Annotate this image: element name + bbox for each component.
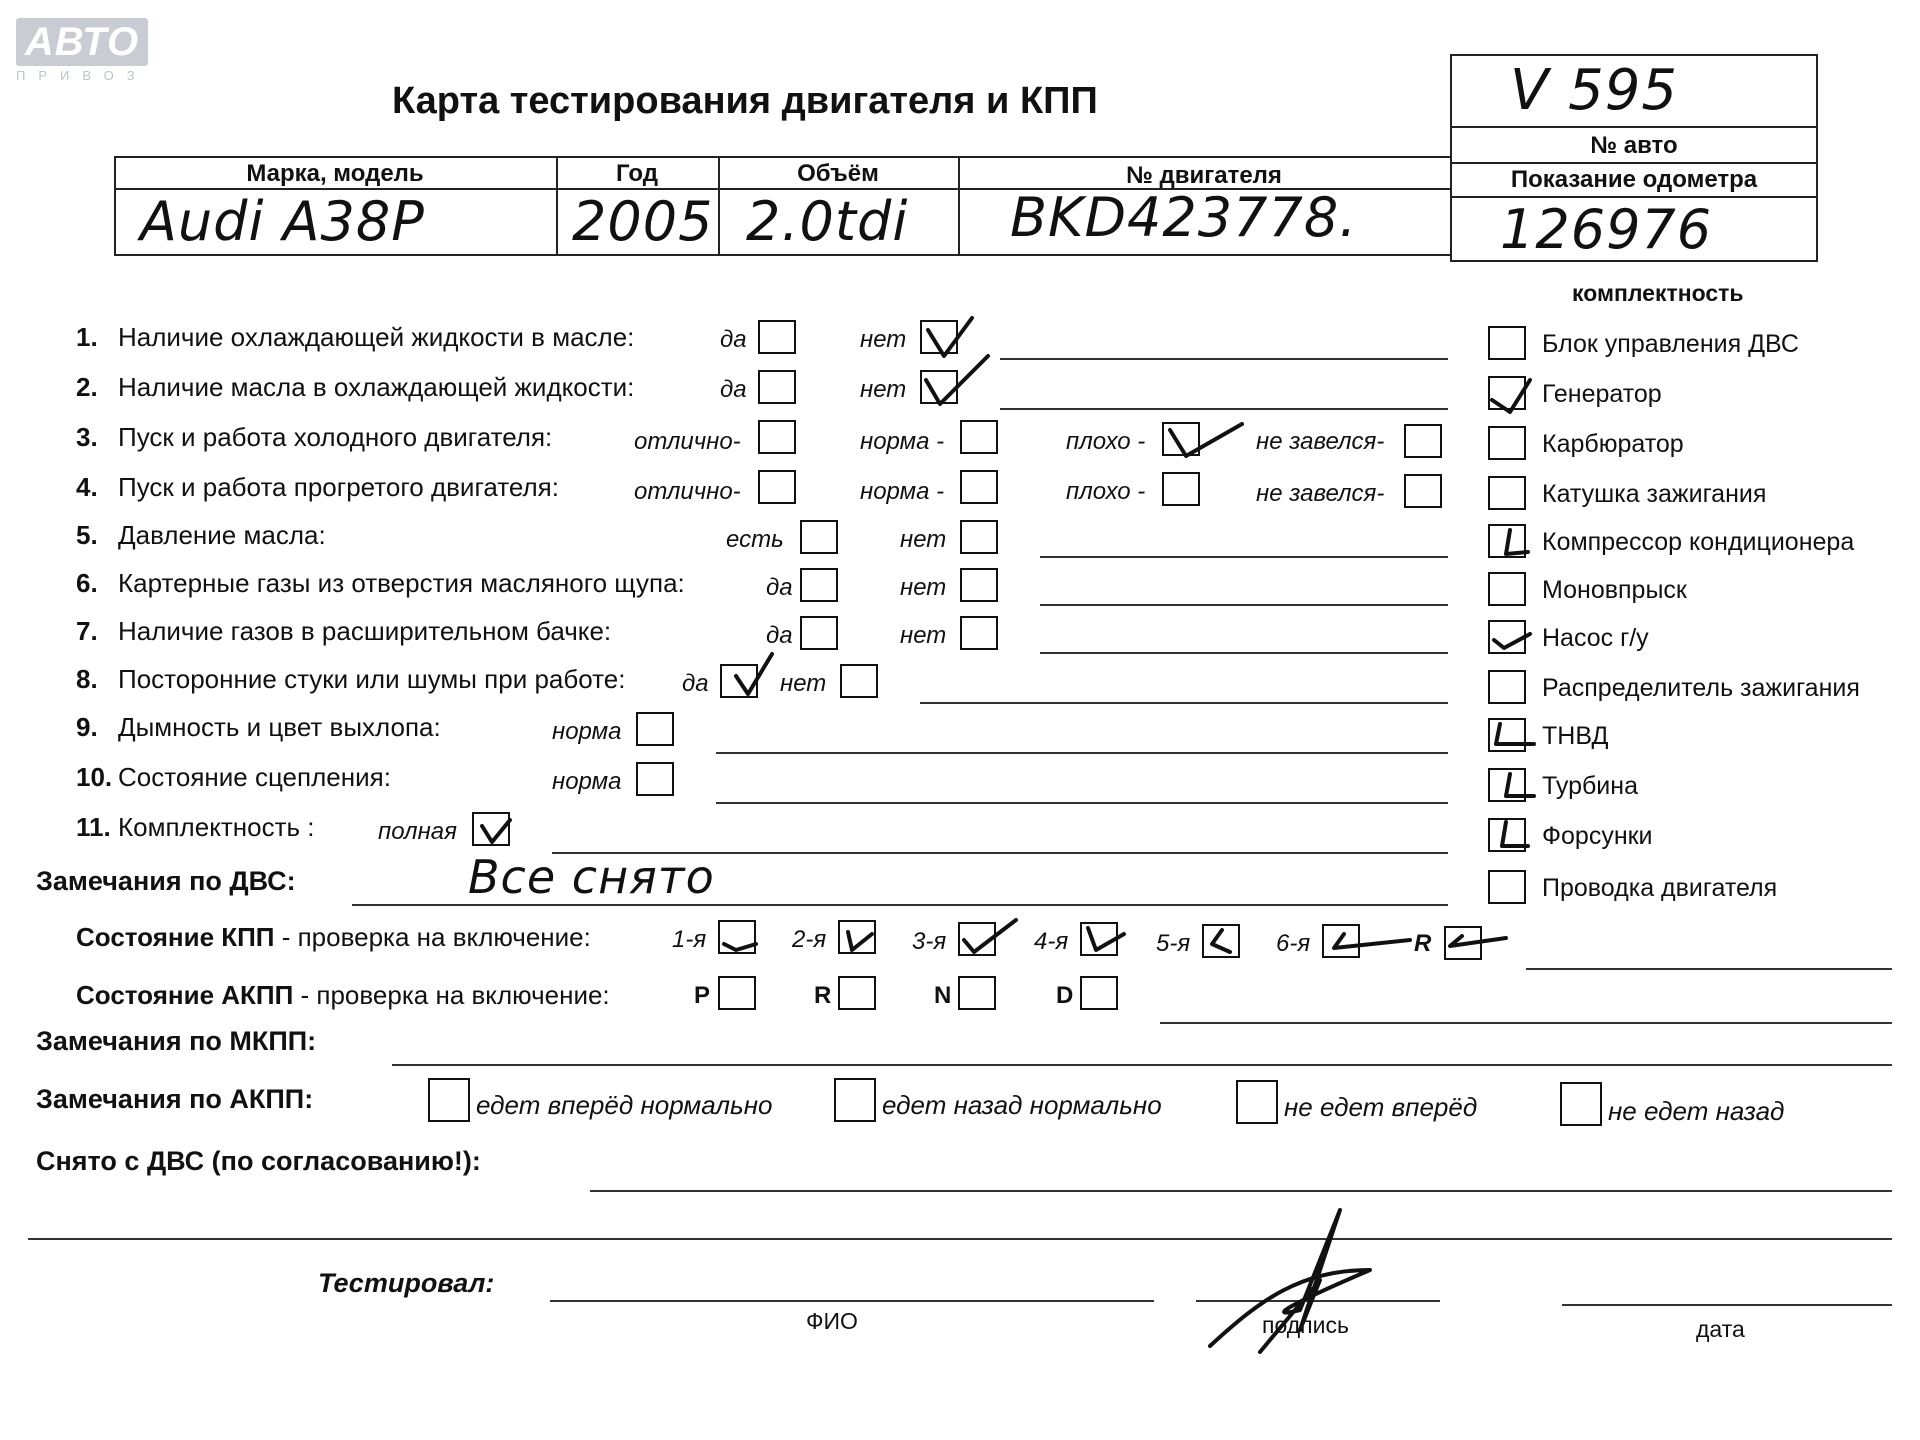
question-number: 8. xyxy=(76,664,98,694)
checkmark-icon xyxy=(1492,380,1530,412)
question-number: 9. xyxy=(76,712,98,742)
akpp-option: не едет вперёд xyxy=(1284,1092,1478,1122)
question-number: 4. xyxy=(76,472,98,502)
akpp-label-rest: - проверка на включение: xyxy=(293,980,610,1010)
option-bad: плохо - xyxy=(1066,478,1146,505)
year-label: Год xyxy=(616,160,658,187)
gear-label: 5-я xyxy=(1156,930,1191,957)
checkmark-icon xyxy=(1506,774,1534,796)
question-text: Картерные газы из отверстия масляного щупа: xyxy=(118,568,685,598)
remarks-engine-value: Все снято xyxy=(468,850,715,904)
question-number: 5. xyxy=(76,520,98,550)
option-normal: норма xyxy=(552,718,622,745)
gear-label: R xyxy=(1414,930,1432,957)
engine-number-value: BKD423778. xyxy=(1010,186,1358,249)
question-text: Комплектность : xyxy=(118,812,315,842)
option-not-started: не завелся- xyxy=(1256,428,1385,455)
question-text: Наличие охлаждающей жидкости в масле: xyxy=(118,322,635,352)
checkmark-icon xyxy=(926,356,988,404)
question-text: Состояние сцепления: xyxy=(118,762,391,792)
option-normal: норма xyxy=(552,768,622,795)
checkmark-icon xyxy=(848,932,872,950)
option-yes: да xyxy=(682,670,709,697)
kpp-label-bold: Состояние КПП xyxy=(76,922,275,952)
kit-item-label: Форсунки xyxy=(1542,822,1653,850)
gear-label: R xyxy=(814,982,832,1009)
kit-item-label: Распределитель зажигания xyxy=(1542,674,1860,702)
checkmark-icon xyxy=(1088,928,1124,950)
signature-icon xyxy=(1210,1210,1370,1352)
checkmark-icon xyxy=(724,944,756,950)
option-no: нет xyxy=(900,526,947,553)
question-text: Давление масла: xyxy=(118,520,326,550)
question-number: 10. xyxy=(76,762,113,792)
auto-number-value: V 595 xyxy=(1510,58,1678,123)
kit-item-label: Катушка зажигания xyxy=(1542,480,1767,508)
option-bad: плохо - xyxy=(1066,428,1146,455)
option-complete: полная xyxy=(378,818,457,845)
brand-value: Audi A38P xyxy=(140,190,425,253)
checkmark-icon xyxy=(1334,934,1410,948)
question-text: Посторонние стуки или шумы при работе: xyxy=(118,664,626,694)
checkmark-icon xyxy=(1506,530,1528,554)
gear-label: P xyxy=(694,982,711,1009)
gear-label: 1-я xyxy=(672,926,707,953)
kpp-label-rest: - проверка на включение: xyxy=(274,922,591,952)
option-normal: норма - xyxy=(860,428,945,455)
checkmark-icon xyxy=(1170,424,1242,456)
option-excellent: отлично- xyxy=(634,478,741,505)
checkmark-icon xyxy=(964,920,1016,952)
logo-subtitle: ПРИВОЗ xyxy=(16,68,148,83)
checkmark-icon xyxy=(736,654,772,694)
kit-item-label: ТНВД xyxy=(1542,722,1609,750)
remarks-mkpp-label: Замечания по МКПП: xyxy=(36,1026,317,1056)
akpp-option: едет вперёд нормально xyxy=(476,1090,773,1120)
option-yes: да xyxy=(720,376,747,403)
question-number: 11. xyxy=(76,812,111,842)
option-no: нет xyxy=(900,622,947,649)
question-text: Наличие масла в охлаждающей жидкости: xyxy=(118,372,635,402)
akpp-option: едет назад нормально xyxy=(882,1090,1162,1120)
question-number: 2. xyxy=(76,372,98,402)
checkmark-icon xyxy=(482,820,510,842)
kit-item-label: Проводка двигателя xyxy=(1542,874,1778,902)
gear-label: 4-я xyxy=(1034,928,1069,955)
signature-caption: подпись xyxy=(1262,1312,1349,1338)
question-number: 3. xyxy=(76,422,98,452)
kit-item-label: Моновпрыск xyxy=(1542,576,1687,604)
remarks-engine-label: Замечания по ДВС: xyxy=(36,866,296,896)
tested-label: Тестировал: xyxy=(318,1268,495,1298)
gear-label: 3-я xyxy=(912,928,947,955)
question-number: 1. xyxy=(76,322,98,352)
logo: АВТО xyxy=(24,20,140,64)
odometer-label: Показание одометра xyxy=(1510,166,1758,193)
checkmark-icon xyxy=(1212,930,1230,952)
question-text: Пуск и работа холодного двигателя: xyxy=(118,422,553,452)
option-excellent: отлично- xyxy=(634,428,741,455)
checkmark-icon xyxy=(1494,634,1530,648)
question-number: 6. xyxy=(76,568,98,598)
gear-label: N xyxy=(934,982,952,1009)
checkmark-icon xyxy=(928,318,972,356)
remarks-akpp-label: Замечания по АКПП: xyxy=(36,1084,314,1114)
checkmark-icon xyxy=(1502,822,1528,846)
brand-label: Марка, модель xyxy=(246,160,424,187)
checkmark-icon xyxy=(1496,724,1534,744)
akpp-option: не едет назад xyxy=(1608,1096,1785,1126)
auto-number-label: № авто xyxy=(1590,132,1678,159)
gear-label: D xyxy=(1056,982,1074,1009)
gear-label: 2-я xyxy=(792,926,827,953)
option-not-started: не завелся- xyxy=(1256,480,1385,507)
page-title: Карта тестирования двигателя и КПП xyxy=(392,80,1098,122)
odometer-value: 126976 xyxy=(1500,198,1713,261)
kit-item-label: Блок управления ДВС xyxy=(1542,330,1799,358)
option-no: нет xyxy=(860,326,907,353)
kit-item-label: Генератор xyxy=(1542,380,1662,408)
kit-item-label: Компрессор кондиционера xyxy=(1542,528,1855,556)
kit-item-label: Турбина xyxy=(1542,772,1638,800)
question-text: Пуск и работа прогретого двигателя: xyxy=(118,472,559,502)
volume-value: 2.0tdi xyxy=(746,190,909,253)
date-caption: дата xyxy=(1696,1316,1745,1342)
option-present: есть xyxy=(726,526,784,553)
option-normal: норма - xyxy=(860,478,945,505)
fio-caption: ФИО xyxy=(806,1308,858,1334)
option-yes: да xyxy=(766,622,793,649)
gear-label: 6-я xyxy=(1276,930,1311,957)
checkmark-icon xyxy=(1450,936,1506,946)
question-text: Дымность и цвет выхлопа: xyxy=(118,712,441,742)
akpp-label-bold: Состояние АКПП xyxy=(76,980,294,1010)
question-number: 7. xyxy=(76,616,98,646)
option-yes: да xyxy=(766,574,793,601)
option-yes: да xyxy=(720,326,747,353)
year-value: 2005 xyxy=(572,190,714,253)
kit-title: комплектность xyxy=(1572,280,1744,306)
volume-label: Объём xyxy=(797,160,879,187)
engine-number-label: № двигателя xyxy=(1126,162,1282,189)
question-text: Наличие газов в расширительном бачке: xyxy=(118,616,612,646)
option-no: нет xyxy=(780,670,827,697)
removed-label: Снято с ДВС (по согласованию!): xyxy=(36,1146,481,1176)
option-no: нет xyxy=(860,376,907,403)
kit-item-label: Насос г/у xyxy=(1542,624,1649,652)
kit-item-label: Карбюратор xyxy=(1542,430,1684,458)
option-no: нет xyxy=(900,574,947,601)
